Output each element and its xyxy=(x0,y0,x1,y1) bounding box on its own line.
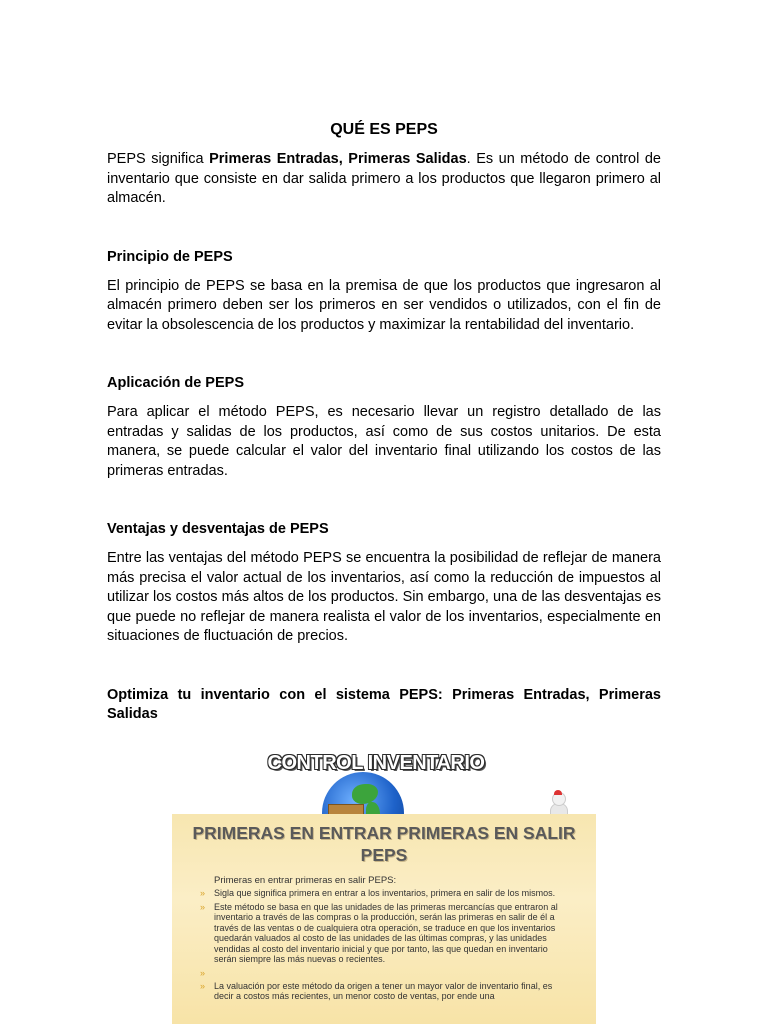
intro-paragraph xyxy=(107,150,661,209)
page-title: QUÉ ES PEPS xyxy=(330,121,438,138)
bullet-icon: » xyxy=(200,888,206,898)
banner-title: CONTROL INVENTARIO xyxy=(267,752,485,774)
section-principio xyxy=(107,248,661,336)
bullet-icon: » xyxy=(200,980,206,991)
closing-heading: Optimiza tu inventario con el sistema PEPS: Primeras Entradas, Primeras Salidas xyxy=(107,686,661,722)
section-body: Entre las ventajas del método PEPS se encuentra la posibilidad de reflejar de manera más precisa el valor actual de los inventarios, así como la reducción de impuestos al utilizar los costos más altos de los productos. Sin embargo, una de las desventajas es que puede no reflejar de manera realista el valor de los inventarios, especialmente en situaciones de fluctuación de precios. xyxy=(107,550,661,644)
intro-text-post: . Es un método de control de inventario que consiste en dar salida primero a los productos que llegaron primero al almacén. xyxy=(107,151,661,206)
section-aplicacion xyxy=(107,374,661,481)
slide-subtitle: Primeras en entrar primeras en salir PEPS: xyxy=(214,875,397,886)
list-item xyxy=(200,968,570,978)
intro-text-bold: Primeras Entradas, Primeras Salidas xyxy=(209,151,467,167)
bullet-icon: » xyxy=(200,967,206,978)
person-icon xyxy=(548,792,568,814)
intro-text-pre: PEPS significa xyxy=(107,151,210,167)
slide-title xyxy=(172,822,596,866)
slide-title-line2: PEPS xyxy=(360,845,408,865)
section-heading: Ventajas y desventajas de PEPS xyxy=(107,521,329,537)
document-body xyxy=(107,120,661,724)
slide-bullet-list xyxy=(200,888,570,1005)
slide-title-line1: PRIMERAS EN ENTRAR PRIMERAS EN SALIR xyxy=(192,823,576,843)
section-body: El principio de PEPS se basa en la premisa de que los productos que ingresaron al almacén primero deben ser los primeros en ser vendidos o utilizados, con el fin de evitar la obsolescencia de los productos y maximizar la rentabilidad del inventario. xyxy=(107,277,661,333)
list-item: » La valuación por este método da origen a tener un mayor valor de inventario final, es decir a costos más recientes, un menor costo de ventas, por ende una xyxy=(200,980,553,1001)
list-item: » Este método se basa en que las unidades de las primeras mercancías que entraron al inventario a través de las compras o la producción, serán las primeras en salir de él a través de las ventas o de cualquiera otra operación, se traduce en que los inventarios quedarán valuados al costo de las unidades de las últimas compras, y las unidades vendidas al costo del inventario inicial y que por tanto, las que quedan en inventario serán siempre las más nuevas o recientes. xyxy=(200,901,558,964)
embedded-image xyxy=(172,748,596,1024)
bullet-icon: » xyxy=(200,901,206,912)
section-heading: Aplicación de PEPS xyxy=(107,375,244,391)
list-item: » Sigla que significa primera en entrar a los inventarios, primera en salir de los mismos. xyxy=(200,888,556,898)
slide xyxy=(172,814,596,1024)
section-body: Para aplicar el método PEPS, es necesario llevar un registro detallado de las entradas y salidas de los productos, así como de sus costos unitarios. De esta manera, se puede calcular el valor del inventario final utilizando los costos de las primeras entradas. xyxy=(107,404,661,479)
section-heading: Principio de PEPS xyxy=(107,248,233,265)
section-ventajas xyxy=(107,520,661,647)
banner-area xyxy=(250,748,505,814)
